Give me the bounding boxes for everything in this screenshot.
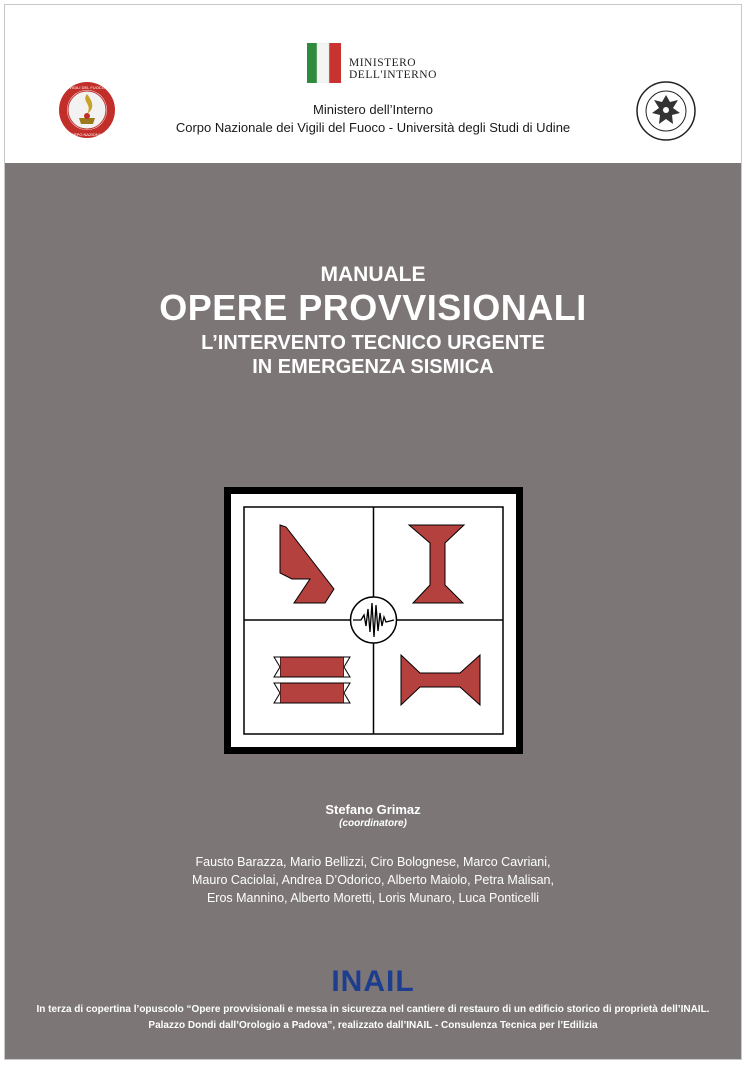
- main-title: OPERE PROVVISIONALI: [159, 287, 587, 328]
- italian-flag-emblem-icon: [307, 43, 341, 83]
- provisional-works-emblem-icon: [224, 487, 523, 754]
- subtitle-line1: L’INTERVENTO TECNICO URGENTE: [201, 332, 545, 354]
- coordinator-role: (coordinatore): [339, 818, 407, 829]
- ministry-logo: [307, 43, 447, 87]
- svg-text:CORPO NAZIONALE: CORPO NAZIONALE: [67, 132, 107, 137]
- svg-text:VIGILI DEL FUOCO: VIGILI DEL FUOCO: [69, 85, 105, 90]
- ministry-logo-text: [349, 57, 437, 81]
- footer-note-line2: Palazzo Dondi dall’Orologio a Padova”, realizzato dall’INAIL - Consulenza Tecnica per l’Edilizia: [148, 1020, 598, 1031]
- title-manuale: MANUALE: [320, 263, 426, 286]
- header-ministry-line: Ministero dell’Interno: [313, 102, 433, 117]
- coordinator-name: Stefano Grimaz: [325, 802, 421, 817]
- inail-logo: INAIL: [331, 965, 415, 998]
- footer-note-line1: In terza di copertina l’opuscolo “Opere provvisionali e messa in sicurezza nel cantiere di restauro di un edificio storico di proprietà dell’INAIL.: [36, 1004, 710, 1015]
- header: [5, 5, 741, 163]
- authors-line: Fausto Barazza, Mario Bellizzi, Ciro Bolognese, Marco Cavriani,: [195, 855, 551, 869]
- header-institutions-line: Corpo Nazionale dei Vigili del Fuoco - Università degli Studi di Udine: [175, 120, 571, 135]
- ministry-logo-text-line: MINISTERO: [349, 57, 417, 69]
- subtitle-line2: IN EMERGENZA SISMICA: [252, 356, 494, 378]
- authors-line: Eros Mannino, Alberto Moretti, Loris Munaro, Luca Ponticelli: [206, 891, 540, 905]
- seismograph-icon: [351, 597, 397, 643]
- cover-page: [4, 4, 742, 1060]
- ministry-logo-text-line: DELL'INTERNO: [349, 69, 437, 81]
- authors-line: Mauro Caciolai, Andrea D’Odorico, Alberto Maiolo, Petra Malisan,: [192, 873, 554, 887]
- university-of-udine-seal-icon: [635, 80, 697, 142]
